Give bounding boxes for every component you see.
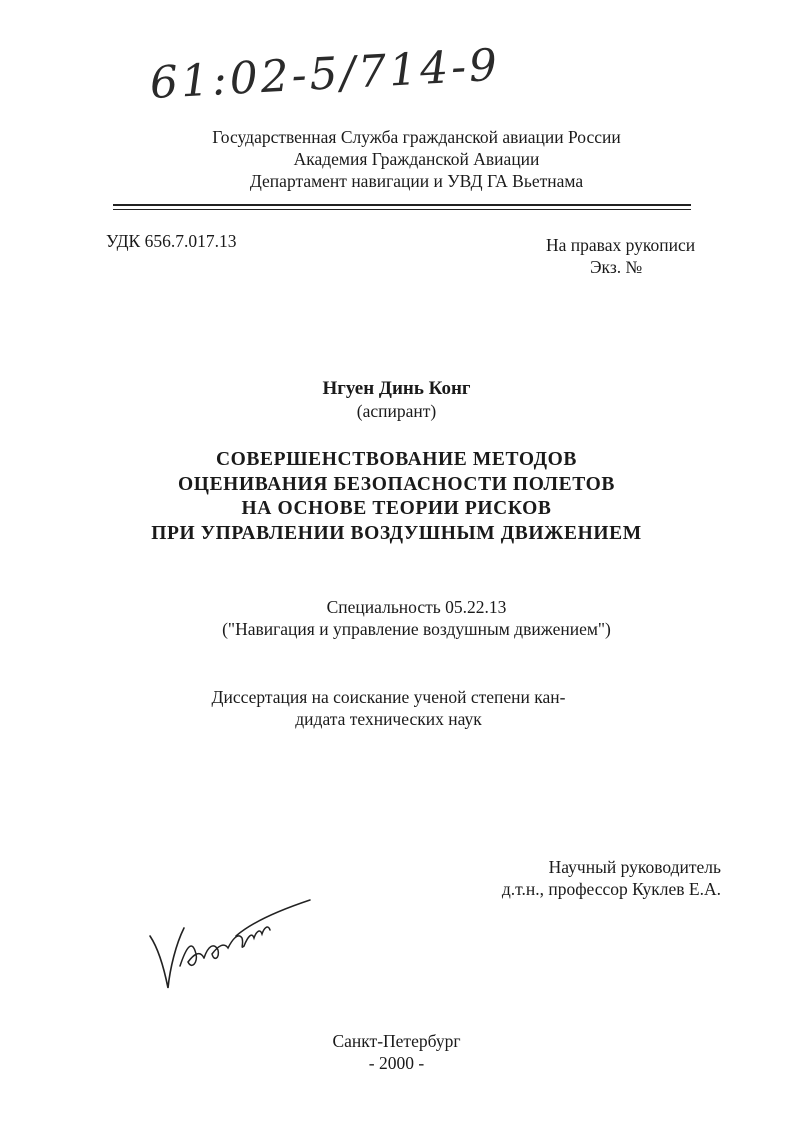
supervisor-label: Научный руководитель xyxy=(548,857,721,877)
dissertation-degree-block xyxy=(0,686,785,730)
author-name: Нгуен Динь Конг xyxy=(322,378,471,399)
organization-block xyxy=(20,126,793,192)
specialty-block xyxy=(20,596,793,640)
specialty-name: ("Навигация и управление воздушным движением") xyxy=(222,619,611,639)
udk-code: УДК 656.7.017.13 xyxy=(106,231,237,251)
title-line-3: НА ОСНОВЕ ТЕОРИИ РИСКОВ xyxy=(241,498,552,519)
header-rule-thick xyxy=(113,204,691,206)
place-year-block xyxy=(0,1030,793,1074)
degree-line-1: Диссертация на соискание ученой степени кан- xyxy=(211,687,566,707)
rights-block xyxy=(546,234,695,278)
dissertation-title xyxy=(0,448,793,546)
city: Санкт-Петербург xyxy=(332,1031,461,1051)
organization-line-1: Государственная Служба гражданской авиации России xyxy=(212,127,621,147)
year: - 2000 - xyxy=(368,1053,425,1073)
specialty-code: Специальность 05.22.13 xyxy=(326,597,507,617)
author-role: (аспирант) xyxy=(356,401,437,421)
title-line-2: ОЦЕНИВАНИЯ БЕЗОПАСНОСТИ ПОЛЕТОВ xyxy=(178,473,615,495)
header-rule-thin xyxy=(113,209,691,210)
degree-line-2: дидата технических наук xyxy=(295,709,482,729)
signature-image xyxy=(140,888,320,998)
organization-line-2: Академия Гражданской Авиации xyxy=(293,149,540,169)
rights-line-1: На правах рукописи xyxy=(546,235,696,255)
supervisor-block xyxy=(502,856,721,900)
title-line-4: ПРИ УПРАВЛЕНИИ ВОЗДУШНЫМ ДВИЖЕНИЕМ xyxy=(151,522,642,544)
title-line-1: СОВЕРШЕНСТВОВАНИЕ МЕТОДОВ xyxy=(215,449,578,470)
archive-code-handwritten: 61:02-5/714-9 xyxy=(148,39,502,109)
organization-line-3: Департамент навигации и УВД ГА Вьетнама xyxy=(249,171,584,191)
supervisor-name: д.т.н., профессор Куклев Е.А. xyxy=(501,879,721,899)
copy-number-label: Экз. № xyxy=(590,257,643,277)
